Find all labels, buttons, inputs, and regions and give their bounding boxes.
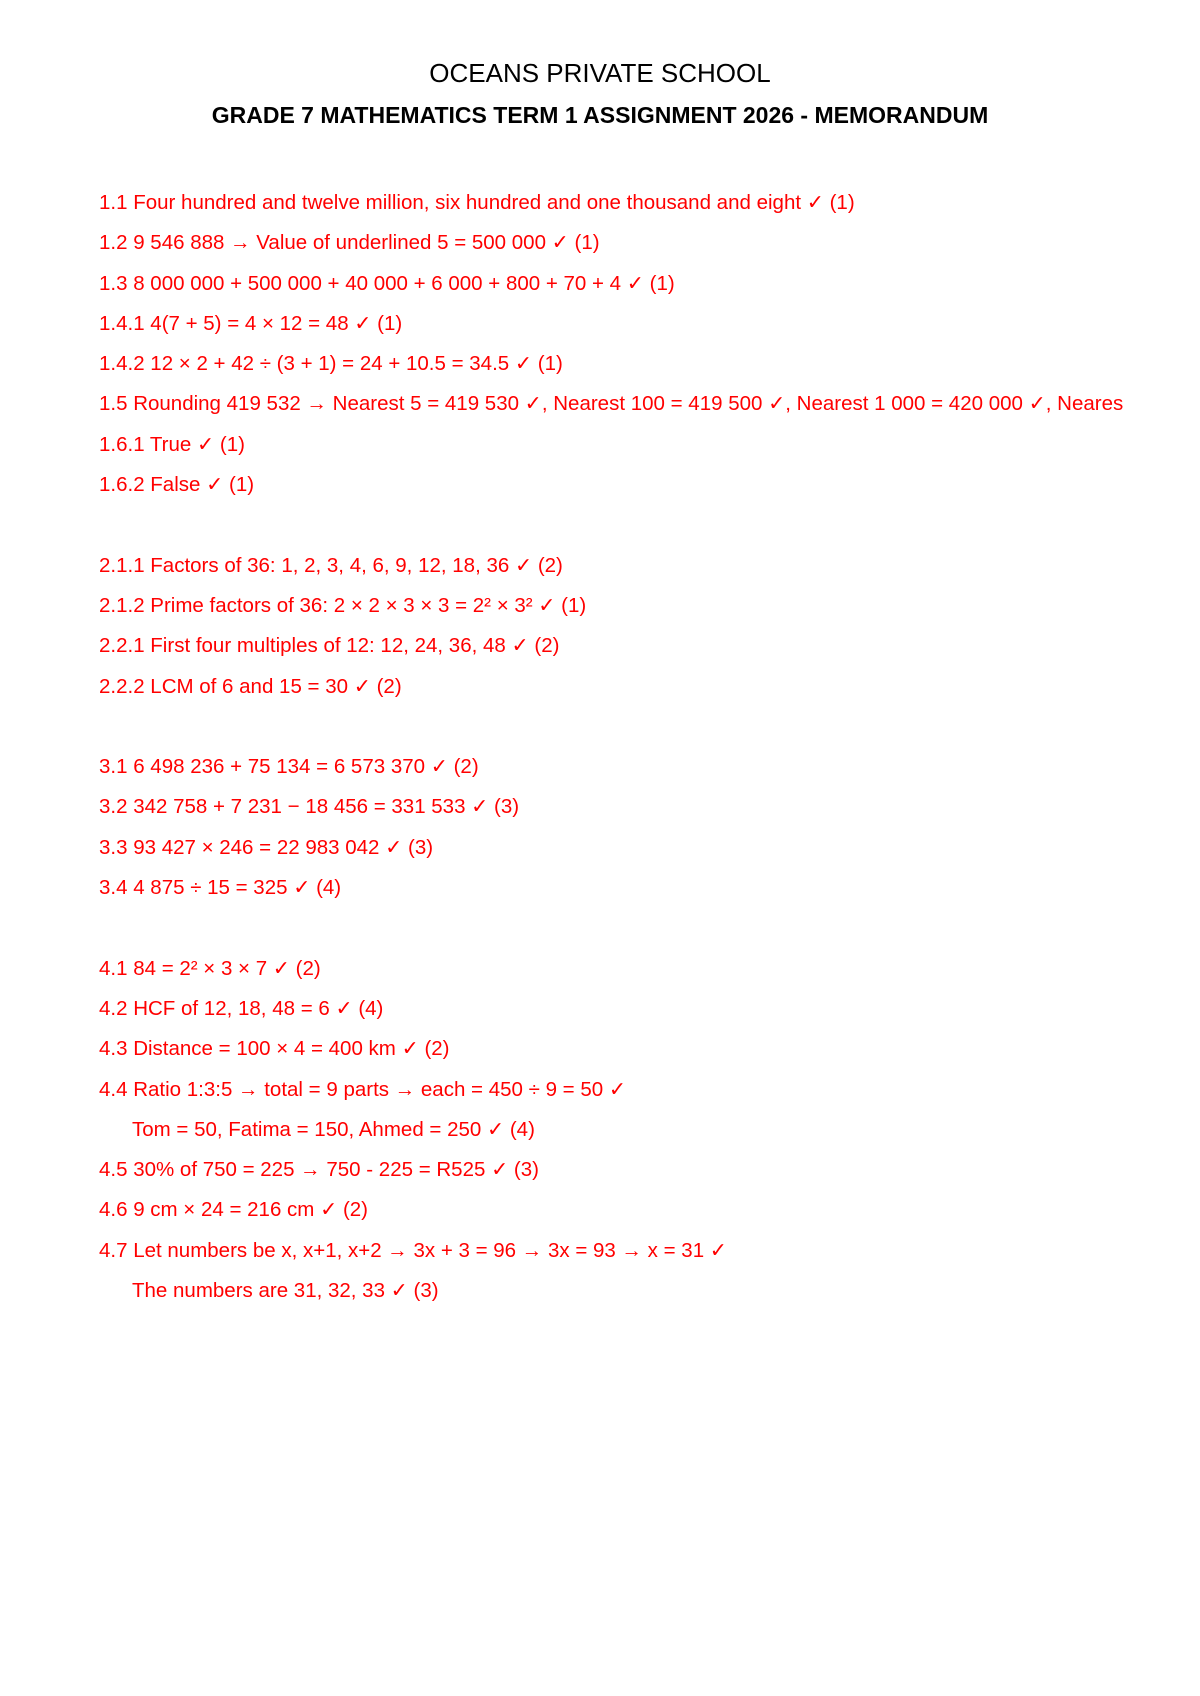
answer-line: The numbers are 31, 32, 33 ✓ (3) (132, 1279, 439, 1303)
answer-line: 4.6 9 cm × 24 = 216 cm ✓ (2) (99, 1198, 368, 1222)
answer-line: 4.4 Ratio 1:3:5 → total = 9 parts → each = 450 ÷ 9 = 50 ✓ (99, 1077, 627, 1101)
answer-line: 1.2 9 546 888 → Value of underlined 5 = 500 000 ✓ (1) (99, 231, 600, 255)
answer-line: 1.5 Rounding 419 532 → Nearest 5 = 419 530 ✓, Nearest 100 = 419 500 ✓, Nearest 1 000 = 420 000 ✓, Neares (99, 392, 1124, 416)
answer-line: 4.3 Distance = 100 × 4 = 400 km ✓ (2) (99, 1037, 450, 1061)
answer-line: 3.1 6 498 236 + 75 134 = 6 573 370 ✓ (2) (99, 755, 479, 779)
answer-line: 4.2 HCF of 12, 18, 48 = 6 ✓ (4) (99, 996, 384, 1020)
answer-line: 1.4.1 4(7 + 5) = 4 × 12 = 48 ✓ (1) (99, 311, 403, 335)
answer-line: 3.3 93 427 × 246 = 22 983 042 ✓ (3) (99, 835, 434, 859)
section-spacer (99, 505, 1200, 545)
answer-line: Tom = 50, Fatima = 150, Ahmed = 250 ✓ (4) (132, 1117, 535, 1141)
section-spacer (99, 908, 1200, 948)
answer-line: 2.2.1 First four multiples of 12: 12, 24, 36, 48 ✓ (2) (99, 634, 560, 658)
answer-line: 1.6.2 False ✓ (1) (99, 473, 255, 497)
answer-line: 4.5 30% of 750 = 225 → 750 - 225 = R525 ✓ (3) (99, 1158, 539, 1182)
answer-line: 2.2.2 LCM of 6 and 15 = 30 ✓ (2) (99, 674, 402, 698)
answer-line: 3.4 4 875 ÷ 15 = 325 ✓ (4) (99, 876, 342, 900)
answer-list (99, 183, 1200, 1311)
answer-line: 2.1.2 Prime factors of 36: 2 × 2 × 3 × 3 = 2² × 3² ✓ (1) (99, 593, 587, 617)
answer-line: 4.1 84 = 2² × 3 × 7 ✓ (2) (99, 956, 321, 980)
answer-line: 4.7 Let numbers be x, x+1, x+2 → 3x + 3 = 96 → 3x = 93 → x = 31 ✓ (99, 1238, 727, 1262)
section-spacer (99, 707, 1200, 747)
answer-line: 1.4.2 12 × 2 + 42 ÷ (3 + 1) = 24 + 10.5 = 34.5 ✓ (1) (99, 352, 563, 376)
answer-line: 1.6.1 True ✓ (1) (99, 432, 245, 456)
answer-line: 2.1.1 Factors of 36: 1, 2, 3, 4, 6, 9, 12, 18, 36 ✓ (2) (99, 553, 563, 577)
school-name: OCEANS PRIVATE SCHOOL (429, 58, 771, 88)
answer-line: 1.1 Four hundred and twelve million, six hundred and one thousand and eight ✓ (1) (99, 191, 855, 214)
document-title: GRADE 7 MATHEMATICS TERM 1 ASSIGNMENT 2026 - MEMORANDUM (211, 102, 989, 128)
answer-line: 1.3 8 000 000 + 500 000 + 40 000 + 6 000 + 800 + 70 + 4 ✓ (1) (99, 271, 675, 295)
answer-line: 3.2 342 758 + 7 231 − 18 456 = 331 533 ✓ (3) (99, 795, 520, 819)
